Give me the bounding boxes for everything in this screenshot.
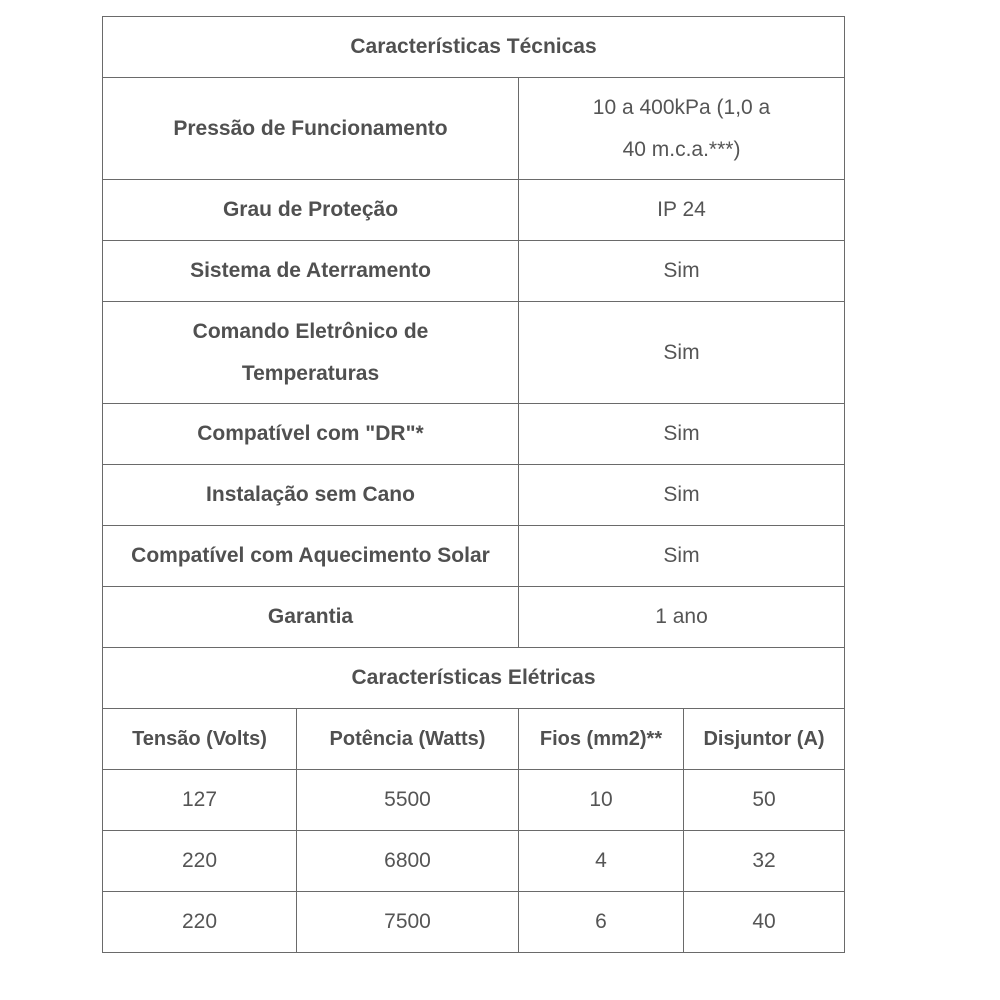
column-header-power: Potência (Watts) [297,709,519,770]
technical-title-row [103,17,845,78]
cell-power: 7500 [297,892,519,953]
table-row [103,892,845,953]
technical-section-title: Características Técnicas [103,17,845,78]
table-row [103,78,845,180]
table-row [103,404,845,465]
cell-power: 5500 [297,770,519,831]
table-row [103,465,845,526]
spec-label: Compatível com "DR"* [103,404,519,465]
table-row [103,831,845,892]
cell-wires: 6 [519,892,684,953]
cell-breaker: 32 [684,831,845,892]
spec-value: 1 ano [519,587,845,648]
spec-value: Sim [519,526,845,587]
electrical-header-row [103,709,845,770]
cell-breaker: 50 [684,770,845,831]
column-header-wires: Fios (mm2)** [519,709,684,770]
spec-value: Sim [519,241,845,302]
spec-value: Sim [519,404,845,465]
spec-table [102,16,845,953]
table-row [103,180,845,241]
table-row [103,302,845,404]
cell-voltage: 220 [103,892,297,953]
cell-breaker: 40 [684,892,845,953]
cell-wires: 4 [519,831,684,892]
column-header-voltage: Tensão (Volts) [103,709,297,770]
spec-label: Comando Eletrônico de Temperaturas [103,302,519,404]
cell-voltage: 127 [103,770,297,831]
spec-value: 10 a 400kPa (1,0 a 40 m.c.a.***) [519,78,845,180]
cell-power: 6800 [297,831,519,892]
table-row [103,770,845,831]
cell-wires: 10 [519,770,684,831]
spec-label: Grau de Proteção [103,180,519,241]
electrical-title-row [103,648,845,709]
spec-value: Sim [519,465,845,526]
spec-value: IP 24 [519,180,845,241]
table-row [103,587,845,648]
column-header-breaker: Disjuntor (A) [684,709,845,770]
spec-label: Pressão de Funcionamento [103,78,519,180]
electrical-section-title: Características Elétricas [103,648,845,709]
spec-label: Instalação sem Cano [103,465,519,526]
spec-value: Sim [519,302,845,404]
table-row [103,241,845,302]
spec-label: Compatível com Aquecimento Solar [103,526,519,587]
cell-voltage: 220 [103,831,297,892]
spec-label: Garantia [103,587,519,648]
table-row [103,526,845,587]
spec-label: Sistema de Aterramento [103,241,519,302]
